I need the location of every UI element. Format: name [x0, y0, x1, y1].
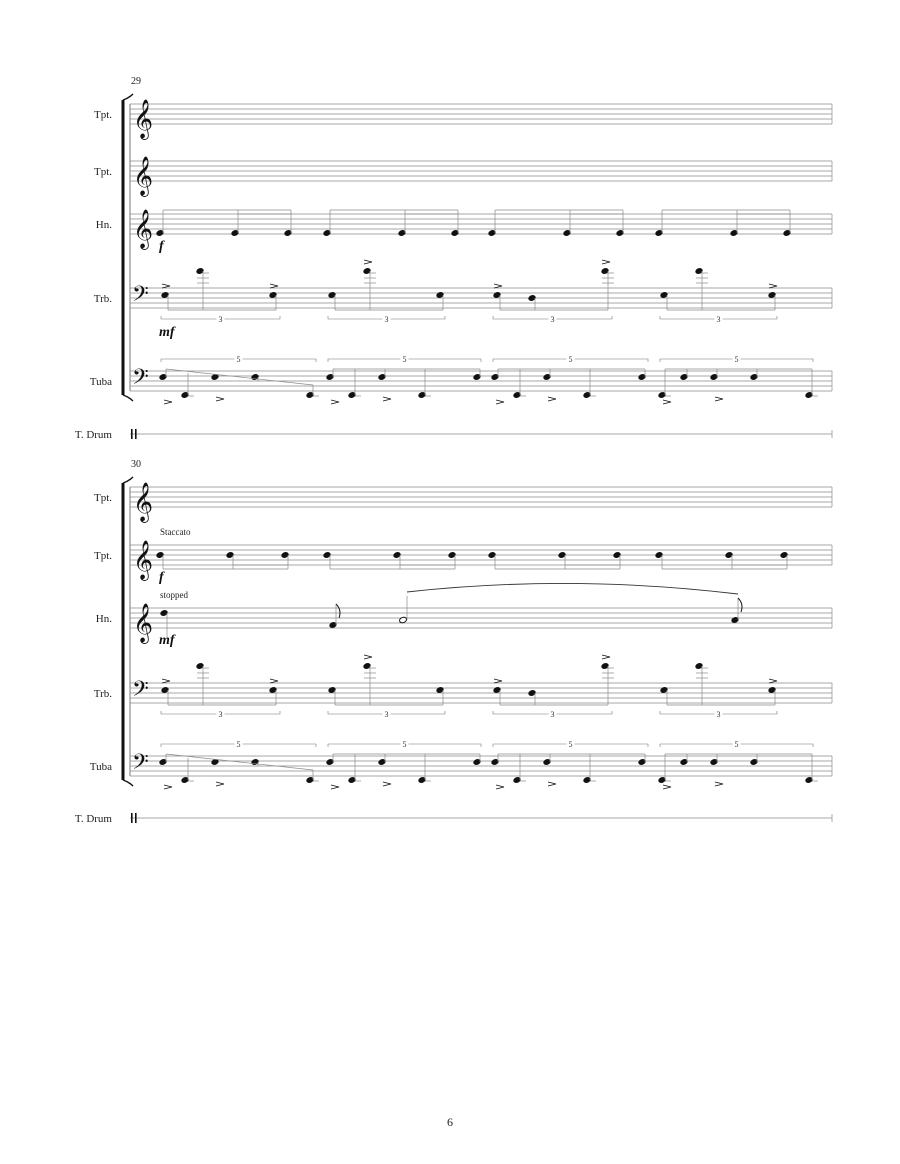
treble-clef: 𝄞: [133, 540, 154, 580]
tuplet-number: 5: [734, 355, 739, 364]
staff-tuba: [90, 740, 832, 789]
staff-trb: [94, 655, 832, 719]
tuplet-number: 3: [218, 315, 223, 324]
tuplet-number: 5: [402, 355, 407, 364]
accent-mark: [602, 260, 610, 264]
treble-clef: 𝄞: [133, 156, 154, 196]
page-number: 6: [447, 1115, 453, 1129]
staff-tpt: [94, 99, 832, 140]
tuplet-number: 5: [236, 740, 241, 749]
accent-mark: [496, 785, 504, 789]
tuplet-number: 5: [402, 740, 407, 749]
accent-mark: [270, 284, 278, 288]
accent-mark: [494, 679, 502, 683]
staff-trb: [94, 260, 832, 340]
treble-clef: 𝄞: [133, 603, 154, 643]
dynamic-marking: mf: [159, 325, 175, 340]
instrument-label: Tpt.: [93, 492, 112, 504]
accent-mark: [383, 397, 391, 401]
instrument-label: T. Drum: [74, 429, 112, 441]
tuplet-number: 3: [550, 710, 555, 719]
staff-tpt: [94, 527, 832, 585]
treble-clef: 𝄞: [133, 99, 154, 139]
measure-number: 30: [131, 459, 141, 470]
instrument-label: Tpt.: [93, 166, 112, 178]
tie-slur: [407, 583, 738, 594]
accent-mark: [270, 679, 278, 683]
accent-mark: [715, 397, 723, 401]
accent-mark: [715, 782, 723, 786]
tuplet-number: 3: [218, 710, 223, 719]
system-29: [75, 76, 832, 441]
accent-mark: [331, 400, 339, 404]
tuplet-number: 3: [384, 315, 389, 324]
accent-mark: [663, 785, 671, 789]
instrument-label: Tpt.: [93, 109, 112, 121]
accent-mark: [216, 782, 224, 786]
treble-clef: 𝄞: [133, 209, 154, 249]
system-30: [75, 459, 832, 825]
staff-hn: [96, 583, 832, 648]
staff-tpt: [94, 482, 832, 523]
instrument-label: Tpt.: [93, 550, 112, 562]
bass-clef: 𝄢: [132, 282, 149, 312]
staff-tuba: [90, 355, 832, 404]
accent-mark: [164, 400, 172, 404]
bass-clef: 𝄢: [132, 750, 149, 780]
tuplet-number: 5: [236, 355, 241, 364]
tuplet-number: 5: [568, 355, 573, 364]
accent-mark: [364, 655, 372, 659]
flag: [738, 598, 742, 612]
tuplet-number: 3: [716, 710, 721, 719]
staff-tpt: [94, 156, 832, 197]
tuplet-number: 3: [384, 710, 389, 719]
dynamic-marking: mf: [159, 633, 175, 648]
instrument-label: Tuba: [89, 376, 112, 388]
tuplet-number: 5: [734, 740, 739, 749]
tuplet-number: 3: [550, 315, 555, 324]
staff-hn: [96, 209, 832, 254]
measure-number: 29: [131, 76, 141, 87]
accent-mark: [494, 284, 502, 288]
accent-mark: [162, 679, 170, 683]
accent-mark: [769, 679, 777, 683]
expression-text: stopped: [160, 590, 188, 600]
accent-mark: [216, 397, 224, 401]
accent-mark: [364, 260, 372, 264]
percussion-clef: [131, 813, 133, 823]
tuplet-number: 3: [716, 315, 721, 324]
accent-mark: [769, 284, 777, 288]
instrument-label: T. Drum: [74, 813, 112, 825]
staff-tdrum: [75, 813, 832, 825]
accent-mark: [548, 397, 556, 401]
tuplet-number: 5: [568, 740, 573, 749]
accent-mark: [331, 785, 339, 789]
flag: [336, 604, 340, 618]
accent-mark: [162, 284, 170, 288]
accent-mark: [663, 400, 671, 404]
accent-mark: [548, 782, 556, 786]
note-head: [399, 616, 408, 623]
dynamic-marking: f: [159, 570, 164, 585]
percussion-clef: [131, 429, 133, 439]
bass-clef: 𝄢: [132, 365, 149, 395]
accent-mark: [496, 400, 504, 404]
accent-mark: [164, 785, 172, 789]
expression-text: Staccato: [160, 527, 191, 537]
instrument-label: Hn.: [95, 613, 112, 625]
instrument-label: Trb.: [93, 688, 112, 700]
bass-clef: 𝄢: [132, 677, 149, 707]
staff-tdrum: [75, 429, 832, 441]
dynamic-marking: f: [159, 239, 164, 254]
accent-mark: [602, 655, 610, 659]
accent-mark: [383, 782, 391, 786]
instrument-label: Trb.: [93, 293, 112, 305]
instrument-label: Tuba: [89, 761, 112, 773]
instrument-label: Hn.: [95, 219, 112, 231]
treble-clef: 𝄞: [133, 482, 154, 522]
